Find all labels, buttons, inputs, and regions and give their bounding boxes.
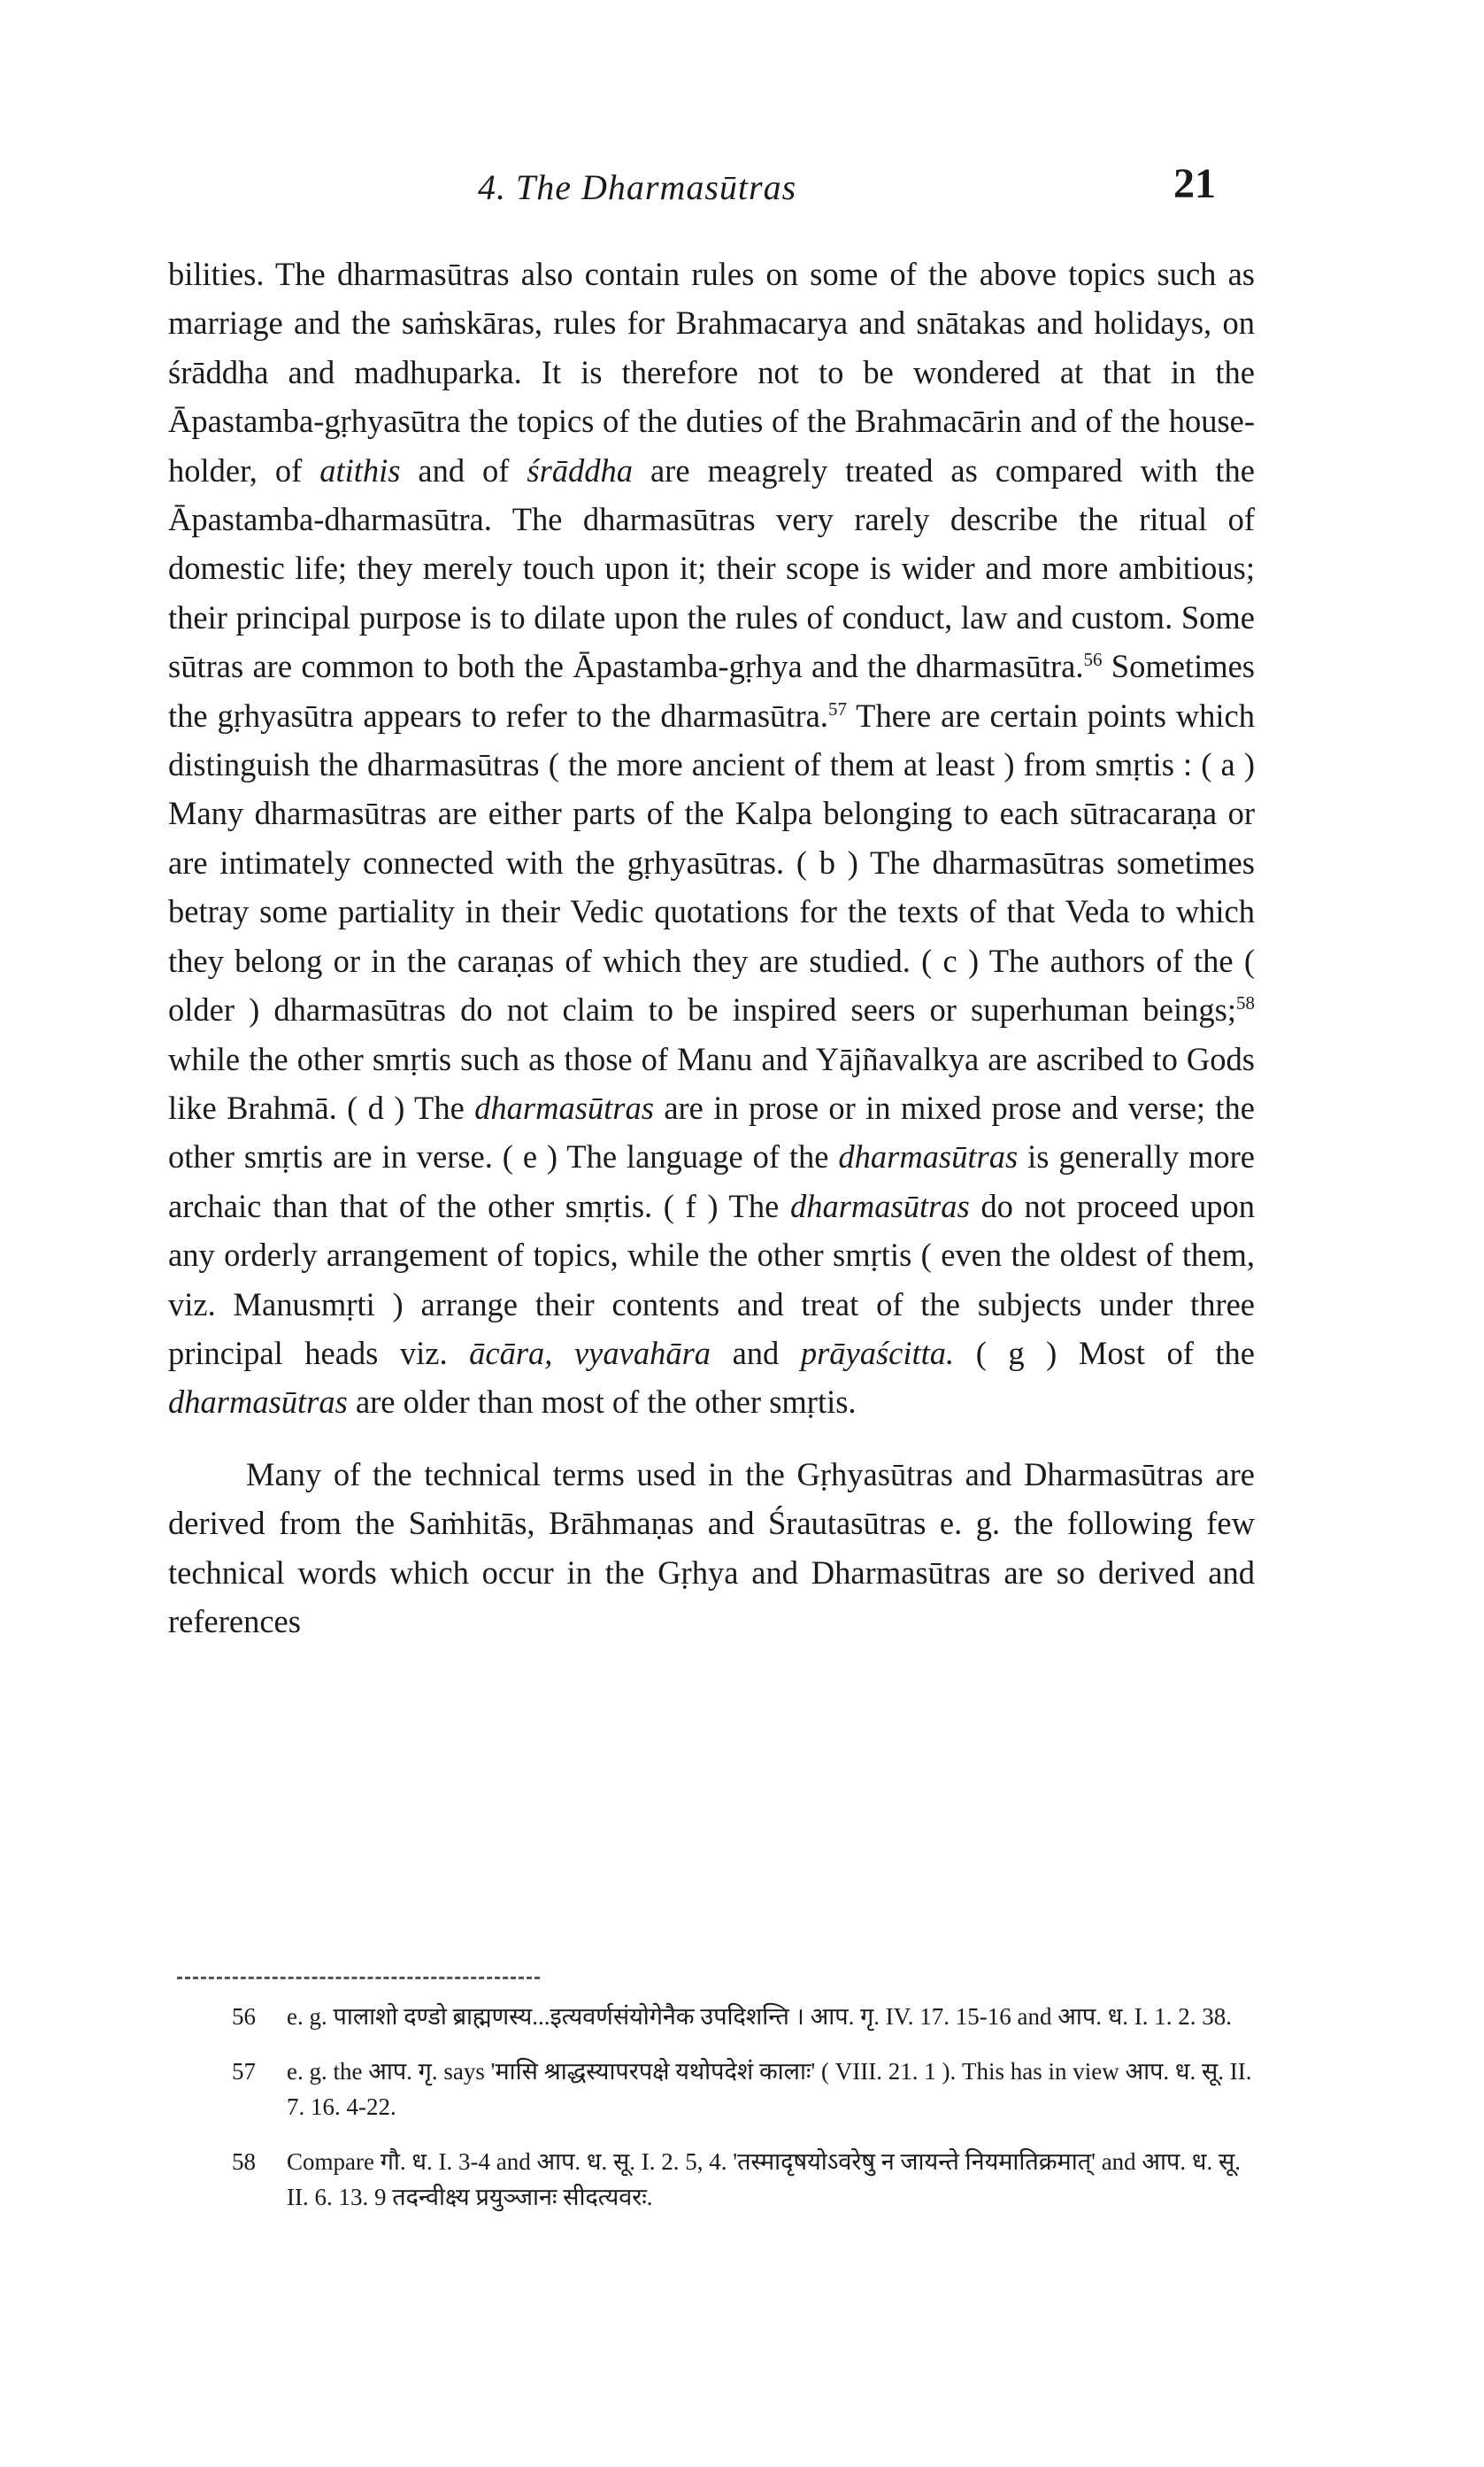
text-run: are in prose or in mixed prose and verse; the other smṛtis are in verse. ( e ) The language of the <box>168 1089 1255 1176</box>
footnote-number: 57 <box>232 2058 256 2085</box>
italic-term: dharmasūtras <box>474 1089 654 1126</box>
italic-term: atithis <box>319 451 401 489</box>
footnote-number: 56 <box>232 2003 256 2030</box>
text-run: Sometimes the gṛhyasūtra appears to refer to the dharmasūtra. <box>168 648 1256 734</box>
footnote-text: e. g. the आप. गृ. says 'मासि श्राद्धस्यापरपक्षे यथोपदेशं कालाः' ( VIII. 21. 1 ). This has in view आप. ध. सू. II. 7. 16. 4-22. <box>287 2058 1252 2120</box>
footnote-marker: 58 <box>1236 991 1255 1014</box>
footnote-number: 58 <box>232 2148 256 2175</box>
footnote-rule <box>177 1977 540 1979</box>
footnote-marker: 56 <box>1083 649 1103 671</box>
footnote-text: Compare गौ. ध. I. 3-4 and आप. ध. सू. I. 2. 5, 4. 'तस्मादृषयोऽवरेषु न जायन्ते नियमातिक्रमात्' and आप. ध. सू. II. 6. 13. 9 तदन्वीक्ष्य प्रयुञ्जानः सीदत्यवरः. <box>287 2148 1241 2210</box>
footnote-marker: 57 <box>827 698 847 720</box>
footnote-56 <box>232 1999 1257 2034</box>
paragraph-2: Many of the technical terms used in the Gṛhyasūtras and Dharmasūtras are derived from the Saṁhitās, Brāhmaṇas and Śrautasūtras e. g. the following few technical words which occur in the Gṛhya and Dharmasūtras are so derived and references <box>168 1455 1255 1639</box>
italic-term: śrāddha <box>527 451 634 489</box>
italic-term: prāyaścitta. <box>800 1334 955 1371</box>
text-run: are older than most of the other smṛtis. <box>347 1384 857 1421</box>
footnote-58 <box>232 2144 1257 2215</box>
footnotes <box>232 1999 1257 2234</box>
body-text <box>168 250 1255 1646</box>
italic-term: dharmasūtras <box>789 1187 970 1224</box>
text-run: and of <box>400 451 527 489</box>
text-run: do not proceed upon any orderly arrangement of topics, while the other smṛtis ( even the oldest of them, viz. Manusmṛti ) arrange their contents and treat of the subjects under three principal heads viz. <box>168 1187 1255 1371</box>
running-title: 4. The Dharmasūtras <box>478 167 797 207</box>
italic-term: ācāra, vyavahāra <box>469 1334 711 1371</box>
text-run: There are certain points which distinguish the dharmasūtras ( the more ancient of them at least ) from smṛtis : ( a ) Many dharmasūtras are either parts of the Kalpa belonging to each sūtracaraṇa or are intimately connected with the gṛhyasūtras. ( b ) The dharmasūtras sometimes betray some partiality in their Vedic quotations for the texts of that Veda to which they belong or in the caraṇas of which they are studied. ( c ) The authors of the ( older ) dharmasūtras do not claim to be inspired seers or superhuman beings; <box>168 697 1255 1029</box>
text-run: are meagrely treated as compared with the Āpastamba-dharmasūtra. The dharmasūtras very rarely describe the ritual of domestic life; they merely touch upon it; their scope is wider and more ambitious; their principal purpose is to dilate upon the rules of conduct, law and custom. Some sūtras are common to both the Āpastamba-gṛhya and the dharmasūtra. <box>168 451 1255 685</box>
page-number: 21 <box>1173 160 1216 207</box>
text-run: and <box>711 1334 801 1371</box>
text-run: bilities. The dharmasūtras also contain rules on some of the above topics such as marriage and the saṁskāras, rules for Brahmacarya and snātakas and holidays, on śrāddha and madhuparka. It is therefore not to be wondered at that in the Āpastamba-gṛhyasūtra the topics of the duties of the Brahmacārin and of the house-holder, of <box>168 256 1255 489</box>
text-run: is generally more archaic than that of the other smṛtis. ( f ) The <box>168 1138 1255 1224</box>
text-run: ( g ) Most of the <box>954 1334 1255 1371</box>
paragraph-1 <box>168 250 1255 1427</box>
text-run: while the other smṛtis such as those of Manu and Yājñavalkya are ascribed to Gods like Brahmā. ( d ) The <box>168 1040 1255 1126</box>
footnote-57 <box>232 2054 1257 2124</box>
italic-term: dharmasūtras <box>168 1384 348 1421</box>
footnote-text: e. g. पालाशो दण्डो ब्राह्मणस्य...इत्यवर्णसंयोगेनैक उपदिशन्ति । आप. गृ. IV. 17. 15-16 and आप. ध. I. 1. 2. 38. <box>287 2003 1233 2030</box>
running-head <box>0 150 1484 212</box>
italic-term: dharmasūtras <box>838 1138 1019 1176</box>
